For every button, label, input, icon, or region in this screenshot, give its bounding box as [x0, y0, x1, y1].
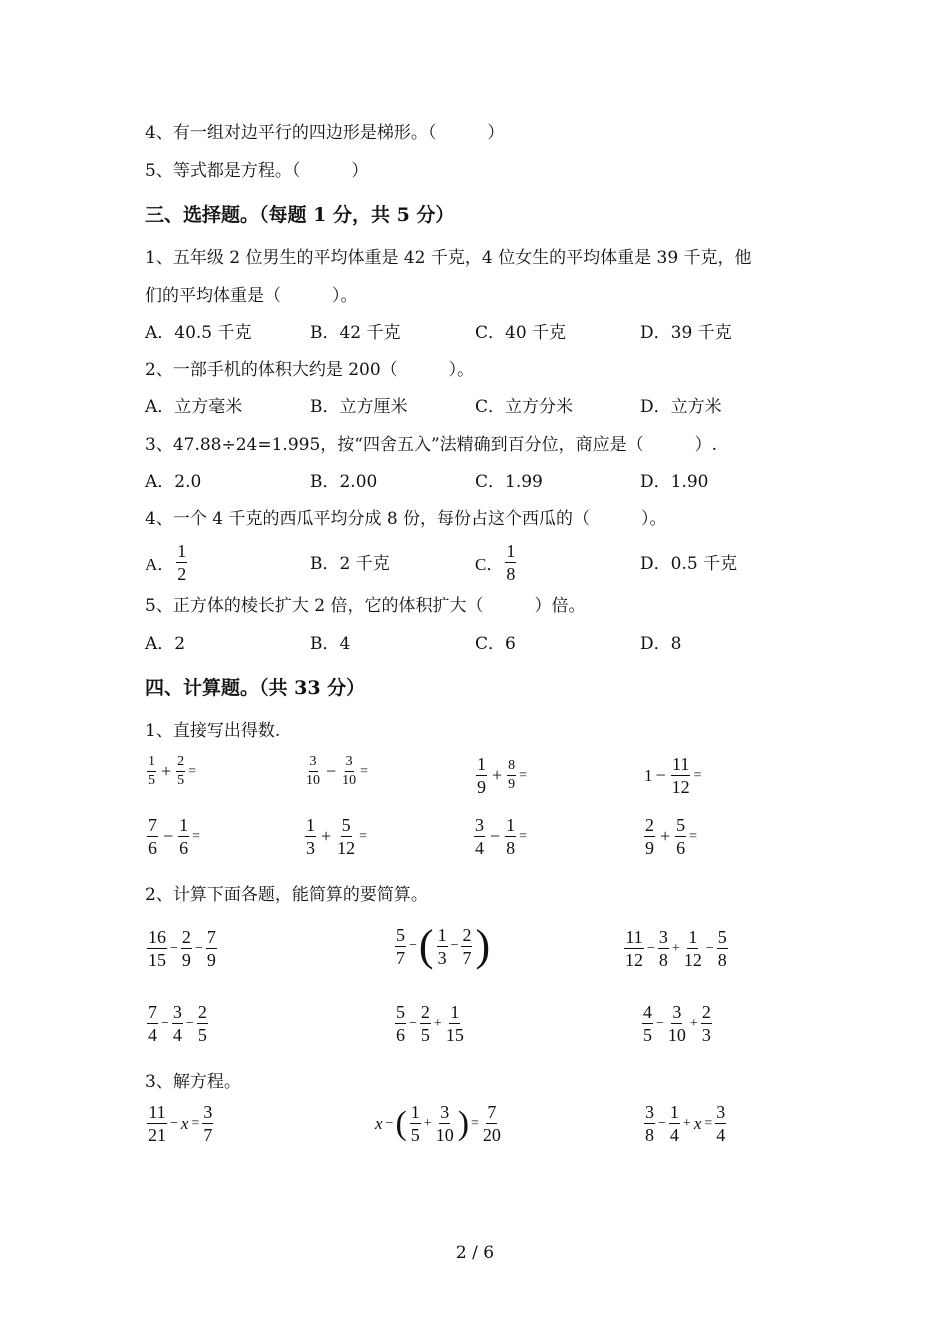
- fraction: $\frac{4}{5}$: [643, 1002, 652, 1045]
- minus-sign: −: [450, 938, 459, 953]
- fraction: $\frac{5}{7}$: [396, 924, 405, 968]
- equals-sign: =: [519, 828, 528, 844]
- fraction: $\frac{1}{6}$: [179, 815, 189, 858]
- mc-q4-option-d: D．0.5 千克: [640, 554, 738, 574]
- fraction: $\frac{7}{4}$: [148, 1002, 157, 1045]
- fraction: $\frac{3}{8}$: [658, 927, 668, 970]
- calc-expr-3: [622, 928, 730, 969]
- calc-expr-6: [640, 1003, 714, 1044]
- fraction: $\frac{1}{3}$: [306, 815, 315, 858]
- mc-q1-line2: 们的平均体重是（ ）。: [145, 286, 358, 306]
- fraction: $\frac{5}{12}$: [337, 815, 356, 858]
- fraction: $\frac{5}{6}$: [676, 815, 686, 858]
- equals-sign: =: [191, 1115, 200, 1131]
- equation-3: [642, 1103, 728, 1144]
- mc-q2-option-c: C．立方分米: [475, 397, 574, 417]
- mc-q3-option-c: C．1.99: [475, 472, 543, 492]
- fraction: $\frac{1}{5}$: [148, 754, 155, 788]
- fraction: $\frac{2}{9}$: [181, 927, 191, 970]
- equals-sign: =: [704, 1115, 713, 1131]
- equals-sign: =: [188, 763, 197, 779]
- minus-sign: −: [194, 940, 203, 956]
- mc-q5: 5、正方体的棱长扩大 2 倍，它的体积扩大（ ）倍。: [145, 596, 586, 616]
- equals-sign: =: [519, 767, 528, 783]
- mc-q1-option-b: B．42 千克: [310, 323, 401, 343]
- fraction: $\frac{3}{4}$: [172, 1002, 182, 1045]
- plus-sign: +: [671, 940, 680, 956]
- oral-calc-7: [472, 816, 528, 857]
- fraction: $\frac{11}{21}$: [148, 1102, 166, 1145]
- minus-sign: −: [409, 938, 417, 953]
- mc-q1-option-d: D．39 千克: [640, 323, 732, 343]
- minus-sign: −: [705, 940, 714, 956]
- mc-q5-option-b: B．4: [310, 634, 351, 654]
- fraction: $\frac{2}{5}$: [197, 1002, 207, 1045]
- option-letter: C．: [475, 555, 504, 574]
- calc-part3-title: 3、解方程。: [145, 1072, 241, 1092]
- equals-sign: =: [359, 828, 368, 844]
- tf-question-5: 5、等式都是方程。（ ）: [145, 161, 369, 181]
- mc-q4: 4、一个 4 千克的西瓜平均分成 8 份，每份占这个西瓜的（ ）。: [145, 509, 667, 529]
- variable-x: x: [375, 1113, 383, 1133]
- mc-q2-option-b: B．立方厘米: [310, 397, 408, 417]
- calc-expr-1: [145, 928, 219, 969]
- fraction: $\frac{3}{10}$: [306, 754, 320, 788]
- fraction: $\frac{8}{9}$: [508, 758, 516, 792]
- page-number: 2 / 6: [455, 1243, 495, 1263]
- plus-sign: +: [433, 1015, 442, 1031]
- oral-calc-4: [644, 755, 703, 796]
- plus-sign: +: [161, 761, 172, 781]
- oral-calc-5: [145, 816, 201, 857]
- calc-part2-title: 2、计算下面各题，能简算的要简算。: [145, 885, 428, 905]
- mc-q4-option-a: [145, 542, 189, 583]
- fraction: $\frac{3}{4}$: [475, 815, 484, 858]
- calc-expr-5: [393, 1003, 467, 1044]
- tf-question-4: 4、有一组对边平行的四边形是梯形。（ ）: [145, 123, 505, 143]
- minus-sign: −: [658, 1115, 666, 1131]
- minus-sign: −: [647, 940, 655, 956]
- mc-q3-option-d: D．1.90: [640, 472, 709, 492]
- equals-sign: =: [471, 1115, 479, 1131]
- fraction: $\frac{3}{10}$: [435, 1102, 454, 1145]
- fraction: $\frac{1}{4}$: [669, 1102, 679, 1145]
- fraction: $\frac{3}{4}$: [716, 1102, 726, 1145]
- plus-sign: +: [660, 826, 671, 846]
- fraction: $\frac{2}{5}$: [177, 754, 185, 788]
- variable-x: x: [180, 1113, 189, 1133]
- plus-sign: +: [423, 1115, 432, 1131]
- fraction: $\frac{1}{8}$: [506, 815, 516, 858]
- plus-sign: +: [689, 1015, 698, 1031]
- minus-sign: −: [409, 1015, 417, 1031]
- fraction: $\frac{7}{20}$: [482, 1102, 501, 1145]
- right-parenthesis: ): [457, 1104, 470, 1142]
- mc-q2-option-d: D．立方米: [640, 397, 722, 417]
- minus-sign: −: [385, 1115, 394, 1131]
- mc-q5-option-d: D．8: [640, 634, 682, 654]
- mc-q4-option-c: [475, 542, 518, 583]
- plus-sign: +: [682, 1115, 691, 1131]
- fraction: $\frac{3}{10}$: [342, 754, 357, 788]
- plus-sign: +: [492, 765, 503, 785]
- oral-calc-1: [145, 755, 197, 788]
- fraction: $\frac{16}{15}$: [148, 927, 166, 970]
- fraction: $\frac{7}{6}$: [148, 815, 157, 858]
- fraction: $\frac{2}{9}$: [645, 815, 654, 858]
- mc-q5-option-a: A．2: [145, 634, 186, 654]
- oral-calc-8: [642, 816, 698, 857]
- oral-calc-2: [303, 755, 369, 788]
- mc-q1-line1: 1、五年级 2 位男生的平均体重是 42 千克，4 位女生的平均体重是 39 千克，他: [145, 248, 752, 268]
- minus-sign: −: [170, 940, 178, 956]
- calc-expr-2: [393, 921, 491, 970]
- fraction: $\frac{1}{3}$: [437, 924, 447, 968]
- fraction: $\frac{7}{9}$: [206, 927, 216, 970]
- calc-part1-title: 1、直接写出得数.: [145, 721, 281, 741]
- fraction: $\frac{1}{15}$: [445, 1002, 464, 1045]
- fraction: $\frac{2}{7}$: [462, 924, 472, 968]
- equals-sign: =: [689, 828, 698, 844]
- minus-sign: −: [656, 1015, 664, 1031]
- fraction: $\frac{1}{2}$: [177, 541, 187, 584]
- mc-q1-option-c: C．40 千克: [475, 323, 567, 343]
- equals-sign: =: [360, 763, 369, 779]
- right-parenthesis: ): [475, 921, 491, 970]
- minus-sign: −: [326, 761, 337, 781]
- mc-q4-option-b: B．2 千克: [310, 554, 390, 574]
- integer: 1: [644, 765, 653, 785]
- equals-sign: =: [693, 767, 702, 783]
- minus-sign: −: [655, 765, 666, 785]
- fraction: $\frac{3}{7}$: [203, 1102, 213, 1145]
- minus-sign: −: [490, 826, 501, 846]
- minus-sign: −: [163, 826, 174, 846]
- mc-q2: 2、一部手机的体积大约是 200（ ）。: [145, 360, 475, 380]
- fraction: $\frac{11}{12}$: [671, 754, 690, 797]
- equals-sign: =: [192, 828, 201, 844]
- fraction: $\frac{5}{6}$: [396, 1002, 405, 1045]
- equation-2: [373, 1103, 504, 1144]
- fraction: $\frac{5}{8}$: [717, 927, 727, 970]
- left-parenthesis: (: [418, 921, 434, 970]
- mc-q3-option-a: A．2.0: [145, 472, 202, 492]
- equation-1: [145, 1103, 215, 1144]
- section-3-title: 三、选择题。（每题 1 分，共 5 分）: [145, 204, 455, 226]
- section-4-title: 四、计算题。（共 33 分）: [145, 677, 366, 699]
- fraction: $\frac{1}{8}$: [506, 541, 516, 584]
- fraction: $\frac{1}{12}$: [683, 927, 702, 970]
- fraction: $\frac{3}{10}$: [667, 1002, 686, 1045]
- option-letter: A．: [145, 555, 175, 574]
- fraction: $\frac{1}{9}$: [477, 754, 486, 797]
- variable-x: x: [693, 1113, 702, 1133]
- mc-q2-option-a: A．立方毫米: [145, 397, 243, 417]
- fraction: $\frac{1}{5}$: [410, 1102, 420, 1145]
- mc-q3: 3、47.88÷24=1.995，按“四舍五入”法精确到百分位，商应是（ ）.: [145, 435, 718, 455]
- fraction: $\frac{2}{5}$: [420, 1002, 430, 1045]
- mc-q3-option-b: B．2.00: [310, 472, 378, 492]
- mc-q1-option-a: A．40.5 千克: [145, 323, 252, 343]
- mc-q5-option-c: C．6: [475, 634, 516, 654]
- minus-sign: −: [161, 1015, 169, 1031]
- fraction: $\frac{11}{12}$: [625, 927, 643, 970]
- calc-expr-4: [145, 1003, 210, 1044]
- left-parenthesis: (: [395, 1104, 407, 1142]
- minus-sign: −: [170, 1115, 178, 1131]
- fraction: $\frac{3}{8}$: [645, 1102, 654, 1145]
- minus-sign: −: [185, 1015, 194, 1031]
- plus-sign: +: [321, 826, 332, 846]
- fraction: $\frac{2}{3}$: [701, 1002, 711, 1045]
- oral-calc-3: [474, 755, 528, 796]
- oral-calc-6: [303, 816, 368, 857]
